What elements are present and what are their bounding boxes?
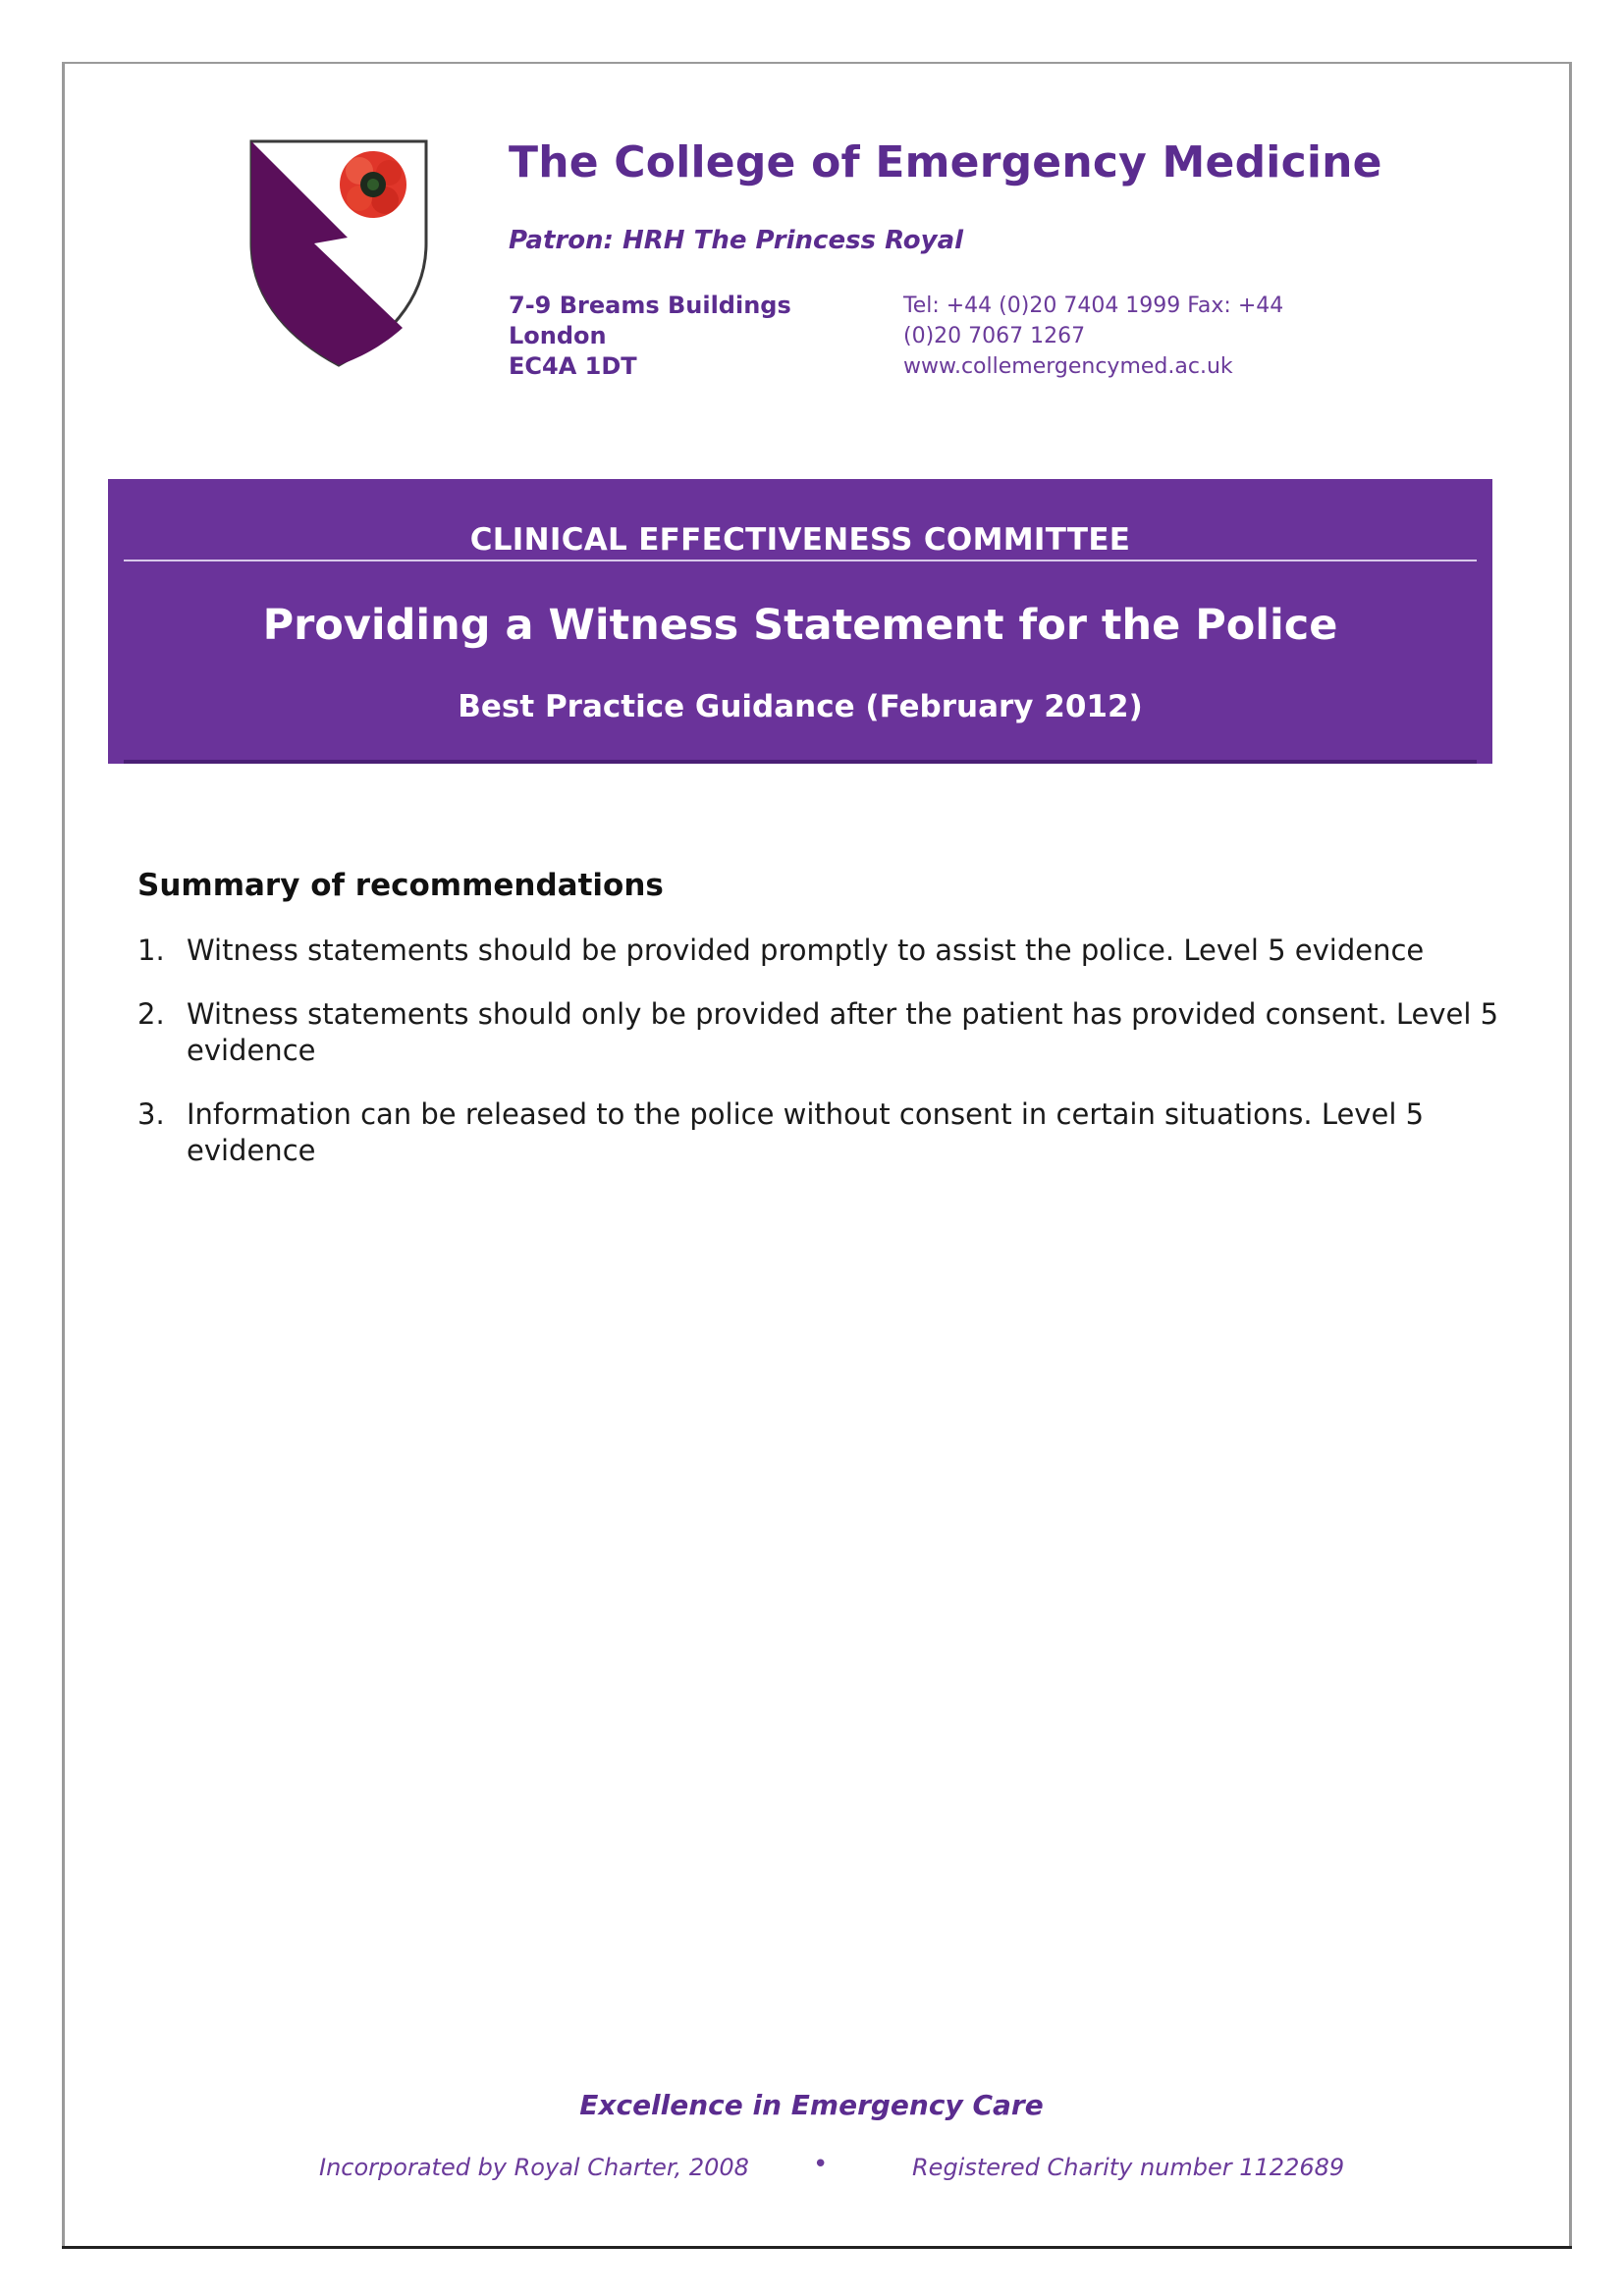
- footer-bullet: •: [813, 2150, 829, 2179]
- banner-bottom-rule: [124, 760, 1477, 764]
- address-line: 7-9 Breams Buildings: [509, 292, 791, 319]
- contact-block: [903, 291, 1296, 382]
- list-item-number: 1.: [137, 934, 165, 967]
- title-banner: [108, 479, 1492, 764]
- banner-divider: [124, 560, 1477, 561]
- page-bottom-rule: [62, 2246, 1572, 2249]
- address-block: [509, 291, 791, 382]
- list-item: [137, 1096, 1502, 1169]
- list-item: [137, 933, 1502, 969]
- list-item-text: Witness statements should be provided promptly to assist the police. Level 5 evidence: [187, 934, 1425, 967]
- footer-charity: Registered Charity number 1122689: [912, 2154, 1345, 2181]
- college-crest-icon: [245, 135, 432, 371]
- list-item: [137, 996, 1502, 1069]
- website-link[interactable]: www.collemergencymed.ac.uk: [903, 354, 1233, 379]
- poppy-icon: [340, 151, 406, 218]
- address-line: EC4A 1DT: [509, 352, 637, 380]
- list-item-text: Information can be released to the police without consent in certain situations. Level 5 evidence: [187, 1097, 1425, 1167]
- recommendations-list: [137, 933, 1502, 1197]
- list-item-number: 2.: [137, 997, 165, 1031]
- contact-line: Tel: +44 (0)20 7404 1999 Fax: +44: [903, 294, 1284, 318]
- committee-name: CLINICAL EFFECTIVENESS COMMITTEE: [469, 522, 1131, 558]
- address-line: London: [509, 322, 607, 349]
- footer-motto: Excellence in Emergency Care: [579, 2089, 1044, 2121]
- patron-line: Patron: HRH The Princess Royal: [509, 226, 964, 255]
- footer-charter: Incorporated by Royal Charter, 2008: [319, 2154, 749, 2181]
- list-item-text: Witness statements should only be provided after the patient has provided consent. Level 5 evidence: [187, 997, 1499, 1067]
- document-title: Providing a Witness Statement for the Police: [262, 601, 1338, 650]
- list-item-number: 3.: [137, 1097, 165, 1131]
- summary-heading: Summary of recommendations: [137, 868, 664, 903]
- contact-line: (0)20 7067 1267: [903, 324, 1086, 348]
- college-name: The College of Emergency Medicine: [509, 137, 1382, 187]
- document-subtitle: Best Practice Guidance (February 2012): [458, 689, 1143, 724]
